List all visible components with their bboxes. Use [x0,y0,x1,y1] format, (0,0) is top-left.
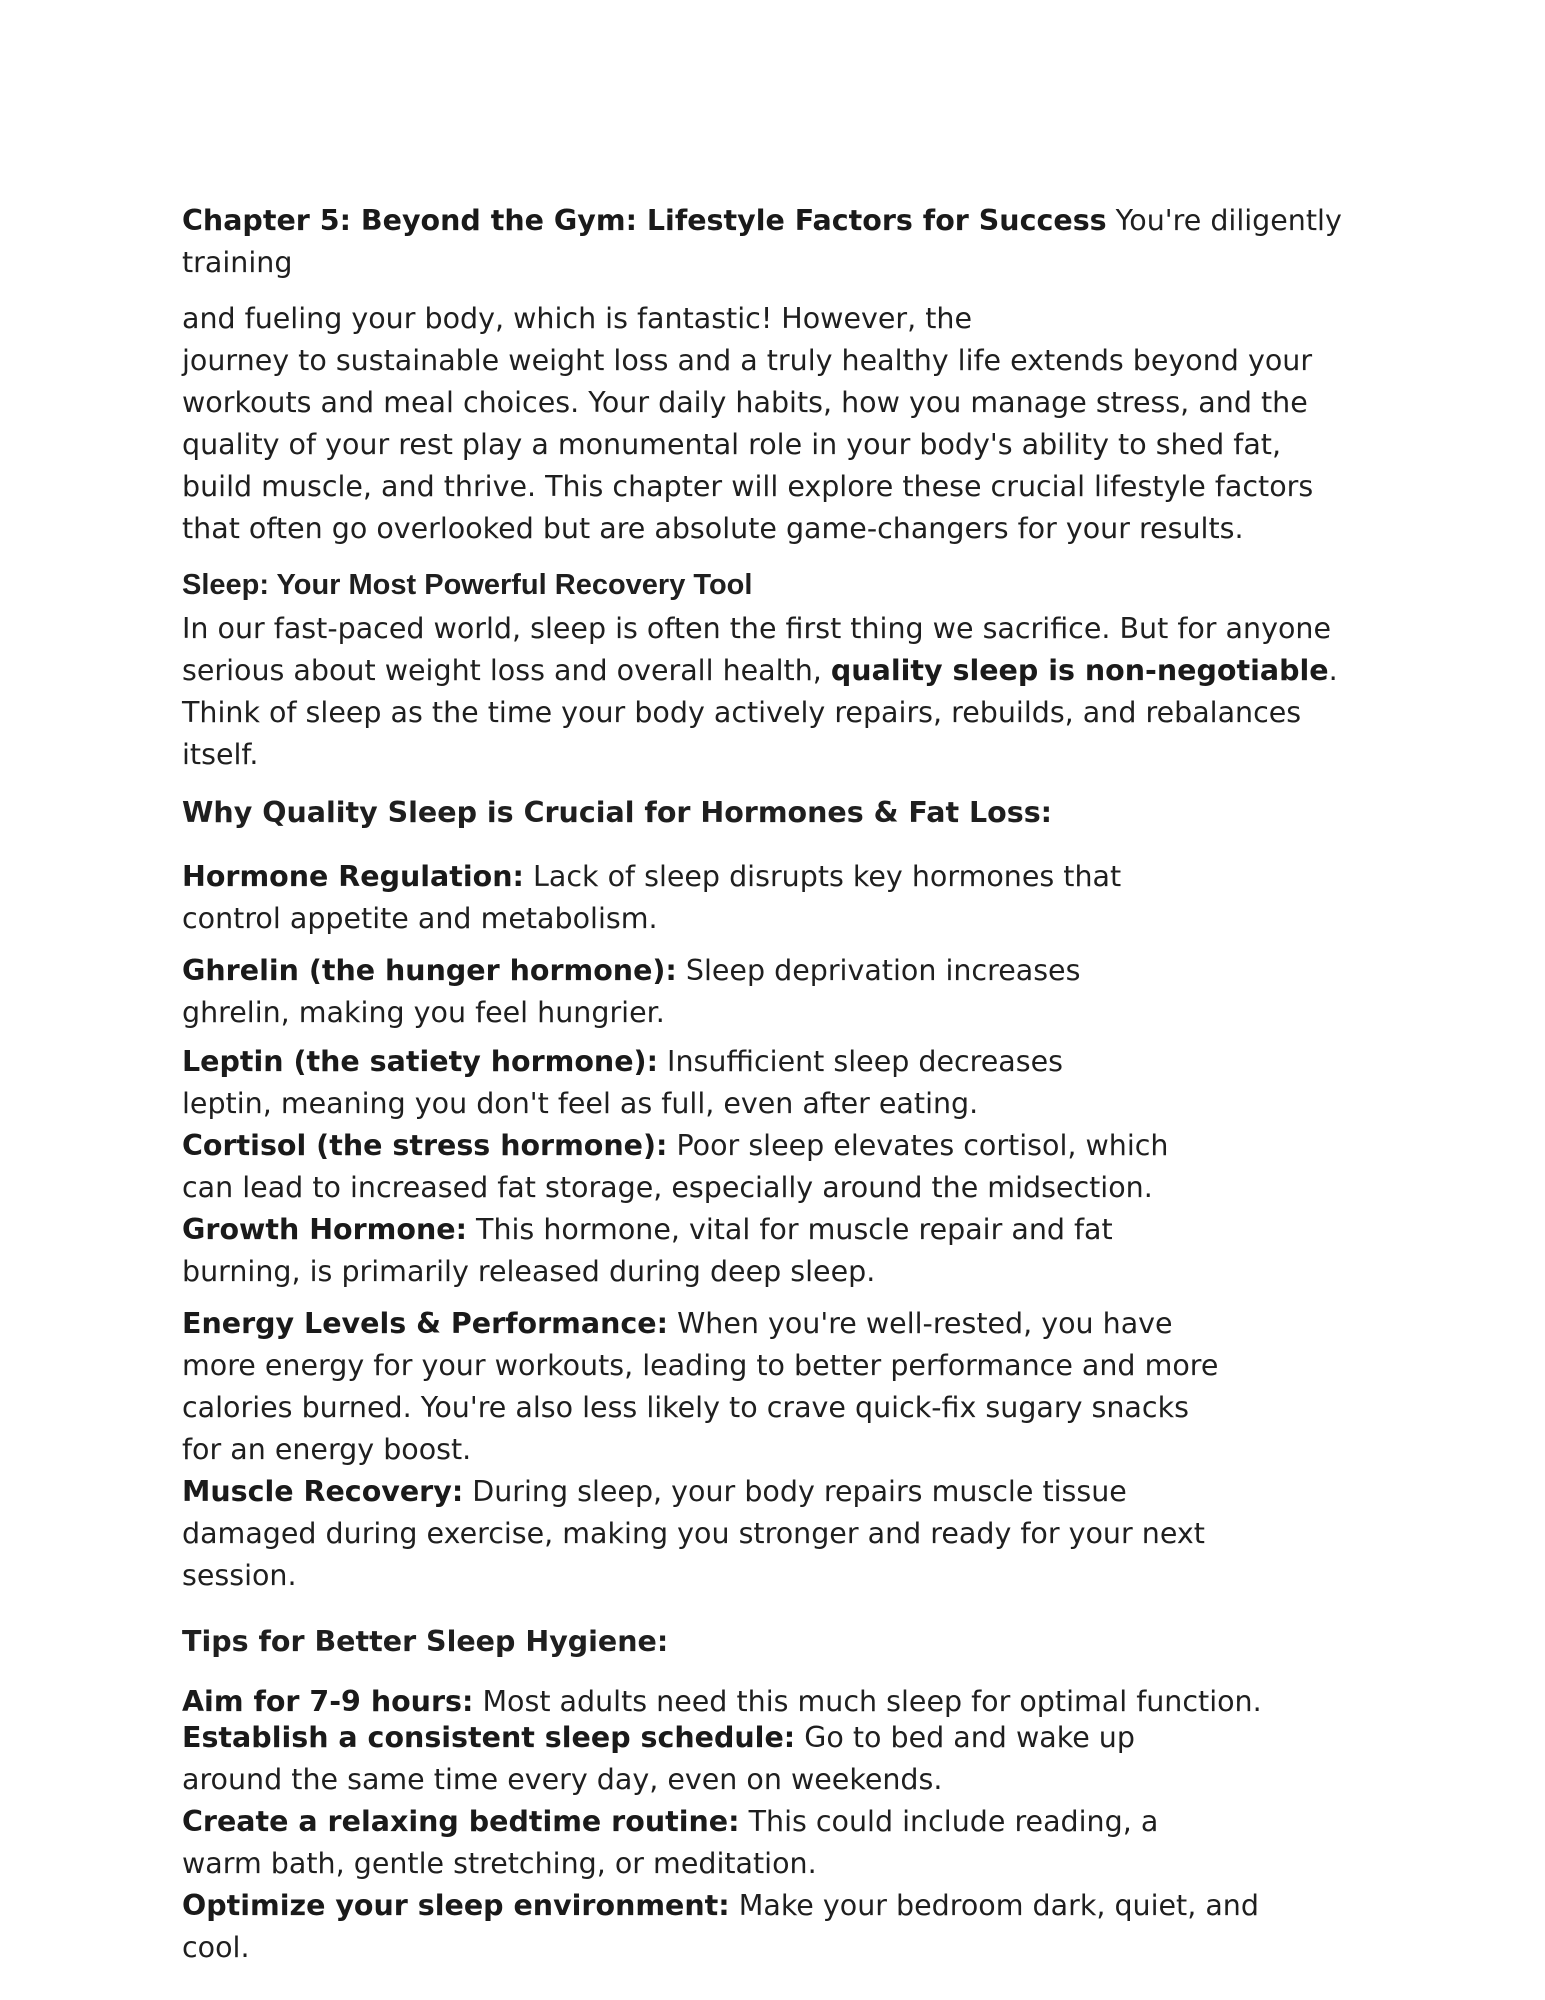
tip-item-text: This could include reading, a warm bath, gentle stretching, or meditation. [182,1805,1159,1880]
why-item-text: Insufficient sleep decreases leptin, meaning you don't feel as full, even after eating. [182,1045,1063,1120]
why-item-label: Leptin (the satiety hormone): [182,1045,658,1078]
sleep-para-before: In our fast-paced world, sleep is often the first thing we sacrifice. But for anyone serious about weight loss and overall health, [182,612,1331,687]
why-item [182,1303,1222,1471]
why-item [182,1041,1142,1125]
chapter-intro-start: You're diligently training [182,204,1342,279]
tip-item-text: Go to bed and wake up around the same time every day, even on weekends. [182,1721,1135,1796]
tip-item [182,1687,1262,1717]
why-item-label: Muscle Recovery: [182,1475,464,1508]
why-list [182,856,1242,1597]
why-item-text: When you're well-rested, you have more energy for your workouts, leading to better performance and more calories burned. You're also less likely to crave quick-fix sugary snacks for an energy boost. [182,1307,1219,1466]
why-item-label: Cortisol (the stress hormone): [182,1129,668,1162]
why-item-text: During sleep, your body repairs muscle tissue damaged during exercise, making you stronger and ready for your next session. [182,1475,1205,1592]
why-item-text: Sleep deprivation increases ghrelin, making you feel hungrier. [182,954,1081,1029]
tip-item-label: Create a relaxing bedtime routine: [182,1805,740,1838]
why-item [182,856,1172,940]
sleep-para-after: . Think of sleep as the time your body actively repairs, rebuilds, and rebalances itself. [182,654,1338,771]
chapter-intro-first-line [182,200,1382,284]
tips-list [182,1687,1262,1969]
why-item [182,950,1142,1034]
why-item-text: This hormone, vital for muscle repair and fat burning, is primarily released during deep sleep. [182,1213,1113,1288]
why-item-text: Lack of sleep disrupts key hormones that control appetite and metabolism. [182,860,1122,935]
tip-item [182,1885,1262,1969]
chapter-intro-line2: and fueling your body, which is fantastic! However, the [182,302,973,335]
why-item-text: Poor sleep elevates cortisol, which can lead to increased fat storage, especially around the midsection. [182,1129,1169,1204]
chapter-intro-paragraph: journey to sustainable weight loss and a truly healthy life extends beyond your workouts and meal choices. Your daily habits, how you manage stress, and the quality of your rest play a monumental role in your body's ability to shed fat, build muscle, and thrive. This chapter will explore these crucial lifestyle factors that often go overlooked but are absolute game-changers for your results. [182,344,1314,545]
why-item [182,1125,1172,1209]
tips-heading: Tips for Better Sleep Hygiene: [182,1625,669,1658]
document-page [182,200,1382,1969]
tip-item [182,1801,1232,1885]
sleep-heading: Sleep: Your Most Powerful Recovery Tool [182,569,753,601]
why-item-label: Growth Hormone: [182,1213,467,1246]
why-heading: Why Quality Sleep is Crucial for Hormones & Fat Loss: [182,796,1053,829]
tip-item-text: Make your bedroom dark, quiet, and cool. [182,1889,1259,1964]
tip-item-label: Optimize your sleep environment: [182,1889,730,1922]
tip-item-label: Establish a consistent sleep schedule: [182,1721,796,1754]
why-item-label: Energy Levels & Performance: [182,1307,669,1340]
tip-item-label: Aim for 7-9 hours: [182,1685,474,1718]
sleep-paragraph [182,608,1372,776]
why-item-label: Hormone Regulation: [182,860,524,893]
tip-item [182,1717,1222,1801]
why-item [182,1471,1222,1597]
chapter-title: Chapter 5: Beyond the Gym: Lifestyle Factors for Success [182,204,1107,237]
why-item [182,1209,1172,1293]
tip-item-text: Most adults need this much sleep for optimal function. [473,1685,1262,1718]
why-item-label: Ghrelin (the hunger hormone): [182,954,677,987]
sleep-para-bold: quality sleep is non-negotiable [830,654,1329,687]
